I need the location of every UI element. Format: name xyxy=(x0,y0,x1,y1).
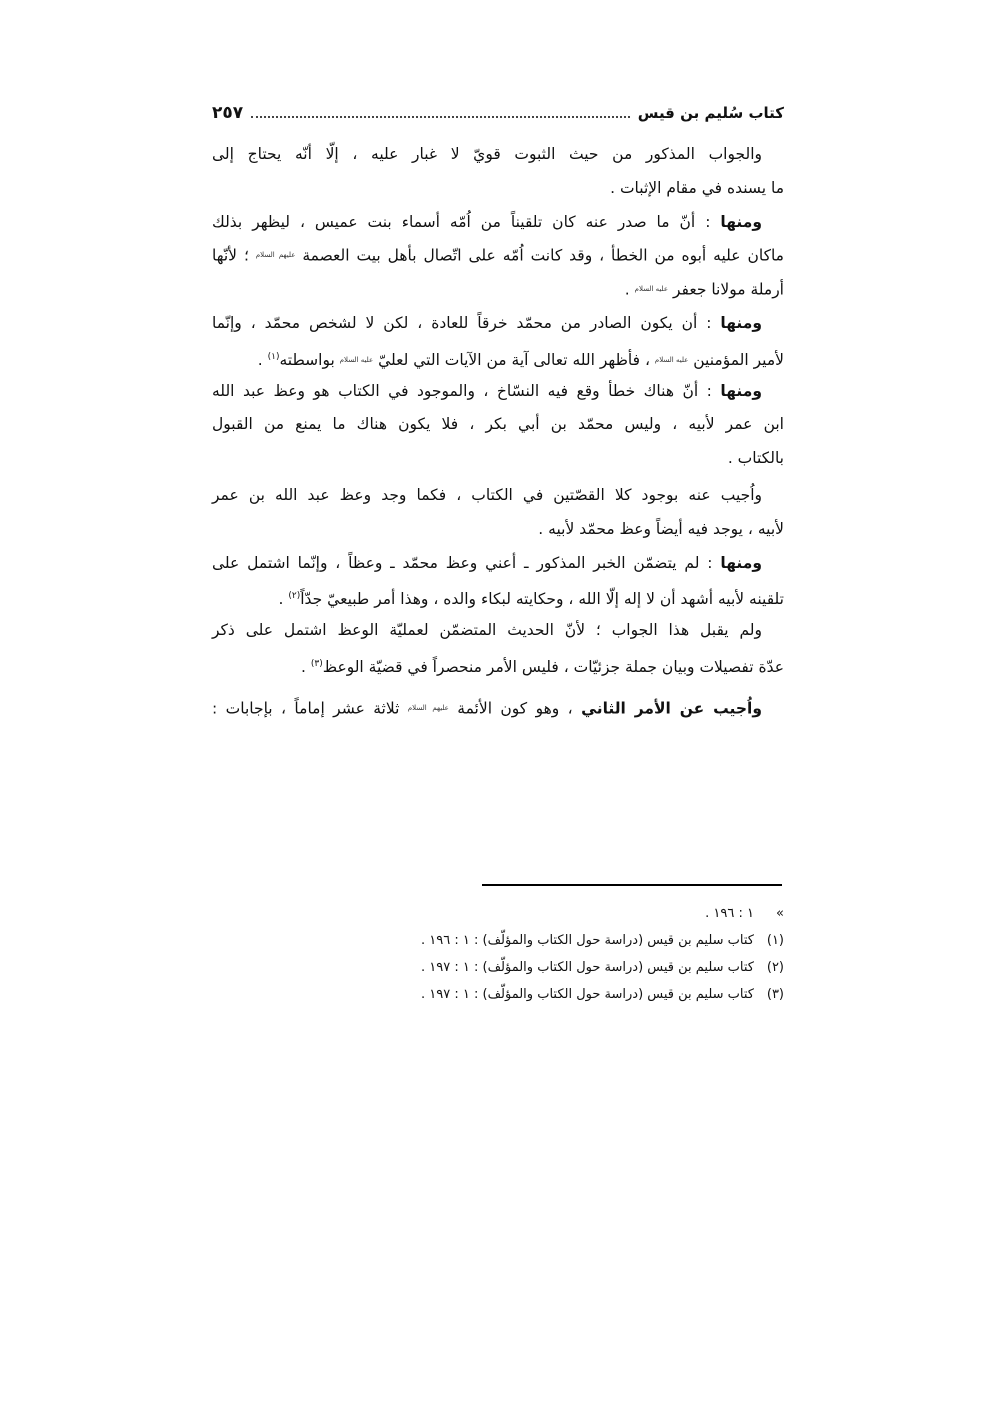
footnote-number: (٢) xyxy=(766,960,784,975)
text-run: ماكان عليه أبوه من الخطأ ، وقد كانت اُمّه على اتّصال بأهل بيت العصمة xyxy=(295,246,784,265)
text-run: بواسطته xyxy=(279,350,340,369)
text-run: . xyxy=(257,350,268,369)
honorific-mark: عليهم السلام xyxy=(407,703,449,712)
footnote-text: كتاب سليم بن قيس (دراسة حول الكتاب والمؤلّف) : ١ : ١٩٧ . xyxy=(421,960,754,975)
text-run: : لم يتضمّن الخبر المذكور ـ أعني وعظ محمّد ـ وعظاً ، وإنّما اشتمل على xyxy=(212,553,721,572)
footnote-text: كتاب سليم بن قيس (دراسة حول الكتاب والمؤلّف) : ١ : ١٩٦ . xyxy=(421,933,754,948)
text-run: ما يسنده في مقام الإثبات . xyxy=(610,178,784,197)
text-line xyxy=(212,138,784,172)
text-run: عدّة تفصيلات وبيان جملة جزئيّات ، فليس الأمر منحصراً في قضيّة الوعظ xyxy=(322,658,784,677)
text-run: . xyxy=(278,590,289,609)
footnote xyxy=(300,933,784,948)
honorific-mark: عليهم السلام xyxy=(255,251,296,260)
paragraph xyxy=(212,375,784,476)
text-line xyxy=(212,273,784,307)
text-run: ؛ لأنّها xyxy=(212,246,256,265)
paragraph xyxy=(212,547,784,615)
text-run: لأمير المؤمنين xyxy=(688,350,784,369)
text-line xyxy=(212,206,784,240)
text-run: . xyxy=(301,658,311,677)
text-run: . xyxy=(624,280,635,299)
footnote-separator xyxy=(482,884,782,886)
text-run: : أنّ هناك خطأ وقع فيه النسّاخ ، والموجود في الكتاب هو وعظ عبد الله xyxy=(212,381,721,400)
text-run: ابن عمر لأبيه ، وليس محمّد بن أبي بكر ، فلا يكون هناك ما يمنع من القبول xyxy=(212,415,784,434)
text-line xyxy=(212,442,784,476)
text-run: ، وهو كون الأئمة xyxy=(448,699,582,718)
text-run: بالكتاب . xyxy=(727,449,784,468)
text-run: أرملة مولانا جعفر xyxy=(668,280,784,299)
text-run: ثلاثة عشر إماماً ، بإجابات : xyxy=(212,699,408,718)
honorific-mark: عليه السلام xyxy=(339,355,374,364)
footnote-ref: (٣) xyxy=(310,658,323,669)
footnote-number: » xyxy=(776,906,784,921)
text-line xyxy=(212,648,784,682)
footnote xyxy=(300,960,784,975)
text-line xyxy=(212,375,784,409)
text-line xyxy=(212,614,784,648)
text-line xyxy=(212,479,784,513)
paragraph xyxy=(212,479,784,547)
text-line xyxy=(212,547,784,581)
text-line xyxy=(212,692,784,726)
text-line xyxy=(212,580,784,614)
bold-lead: ومنها xyxy=(720,381,762,400)
text-run: لأبيه ، يوجد فيه أيضاً وعظ محمّد لأبيه . xyxy=(538,519,784,538)
footnote xyxy=(300,906,784,921)
running-header xyxy=(212,100,784,126)
dotted-leader xyxy=(251,108,630,118)
paragraph xyxy=(212,614,784,682)
footnote-number: (١) xyxy=(766,933,784,948)
paragraph xyxy=(212,138,784,206)
footnote-text: ١ : ١٩٦ . xyxy=(705,906,754,921)
text-run: تلقينه لأبيه أشهد أن لا إله إلّا الله ، وحكايته لبكاء والده ، وهذا أمر طبيعيّ جدّاً xyxy=(300,590,784,609)
text-line xyxy=(212,307,784,341)
footnote-ref: (٢) xyxy=(288,591,301,602)
text-run: والجواب المذكور من حيث الثبوت قويّ لا غبار عليه ، إلّا أنّه يحتاج إلى xyxy=(212,145,762,163)
text-run: : أن يكون الصادر من محمّد خرقاً للعادة ، لكن لا لشخص محمّد ، وإنّما xyxy=(212,313,721,332)
text-line xyxy=(212,408,784,442)
paragraph xyxy=(212,692,784,726)
honorific-mark: عليه السلام xyxy=(634,285,669,294)
bold-lead: واُجيب عن الأمر الثاني xyxy=(581,699,762,718)
bold-lead: ومنها xyxy=(720,212,762,231)
text-line xyxy=(212,172,784,206)
bold-lead: ومنها xyxy=(720,553,762,572)
honorific-mark: عليه السلام xyxy=(654,355,689,364)
page-number: ٢٥٧ xyxy=(212,103,244,123)
text-run: واُجيب عنه بوجود كلا القصّتين في الكتاب ، فكما وجد وعظ عبد الله بن عمر xyxy=(212,485,762,504)
footnote-ref: (١) xyxy=(267,351,280,362)
text-line xyxy=(212,239,784,273)
text-run: : أنّ ما صدر عنه كان تلقيناً من اُمّه أسماء بنت عميس ، ليظهر بذلك xyxy=(212,212,721,231)
bold-lead: ومنها xyxy=(720,313,762,332)
footnote xyxy=(300,987,784,1002)
body-text xyxy=(212,138,784,726)
paragraph xyxy=(212,206,784,307)
text-run: ، فأظهر الله تعالى آية من الآيات التي لعليّ xyxy=(373,350,655,369)
footnote-text: كتاب سليم بن قيس (دراسة حول الكتاب والمؤلّف) : ١ : ١٩٧ . xyxy=(421,987,754,1002)
text-run: ولم يقبل هذا الجواب ؛ لأنّ الحديث المتضمّن لعمليّة الوعظ اشتمل على ذكر xyxy=(212,621,762,640)
footnote-number: (٣) xyxy=(766,987,784,1002)
book-title: كتاب سُليم بن قيس xyxy=(637,104,784,122)
text-line xyxy=(212,513,784,547)
paragraph xyxy=(212,307,784,375)
text-line xyxy=(212,341,784,375)
